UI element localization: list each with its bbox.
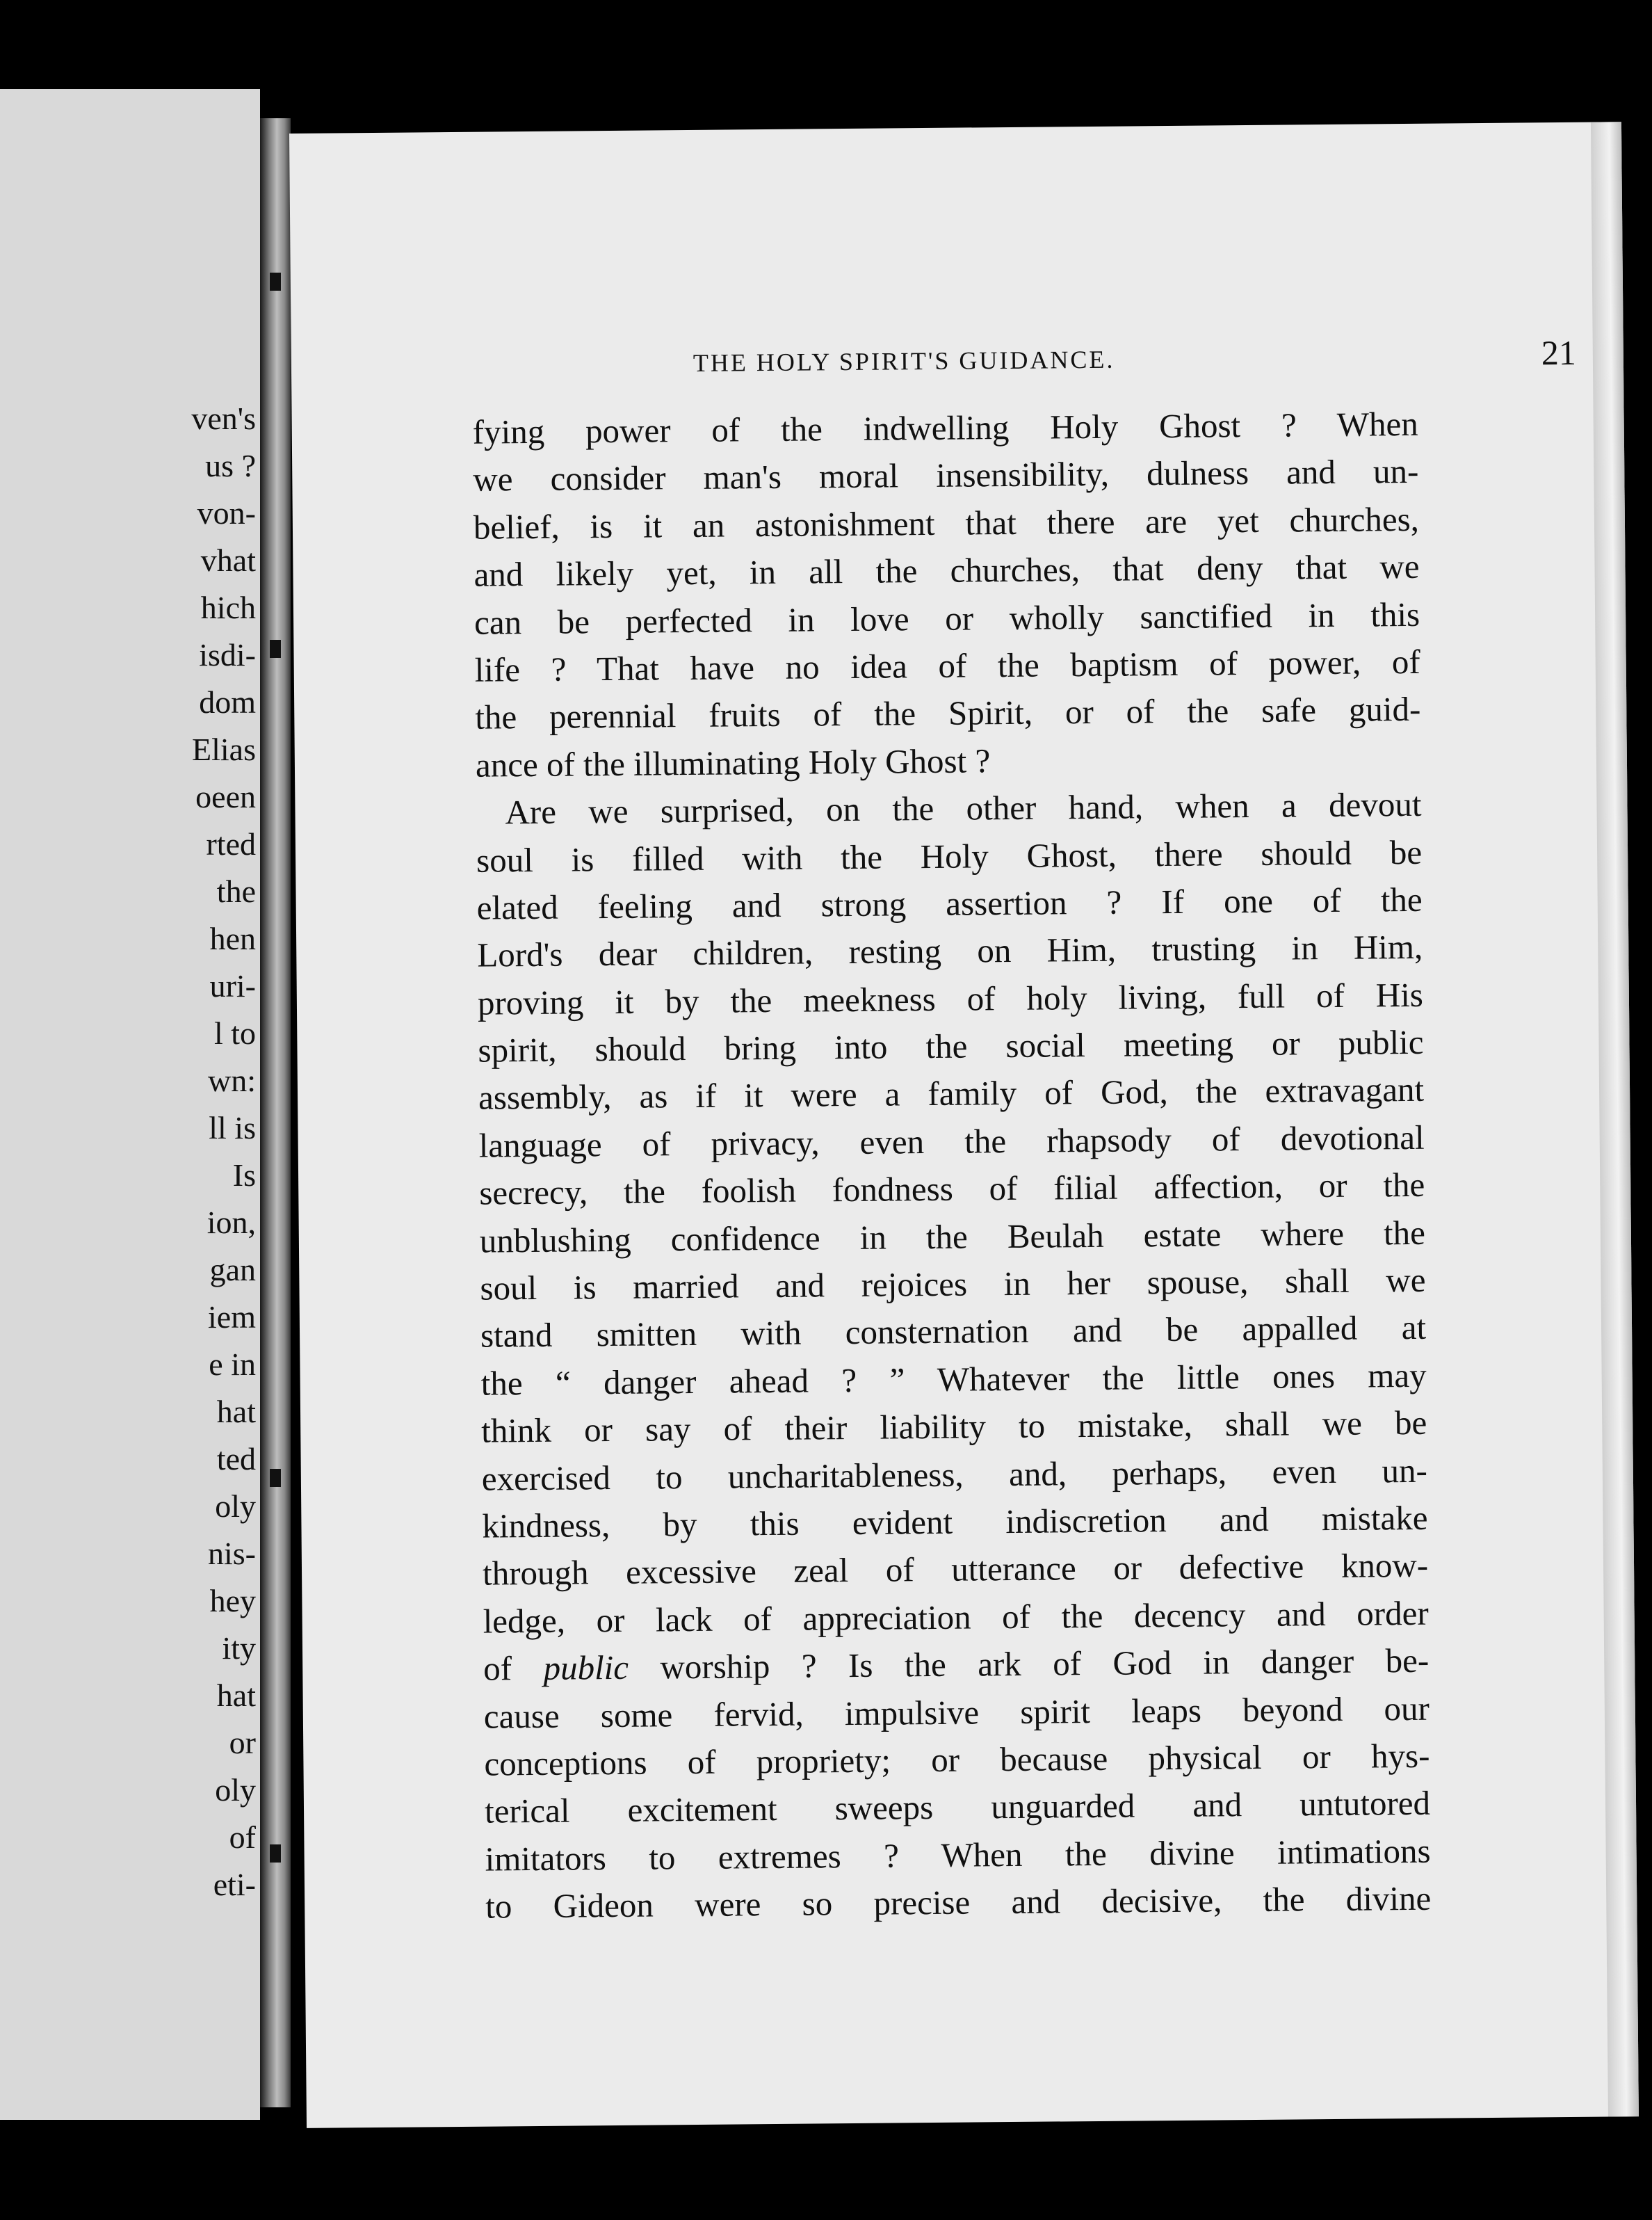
book-gutter (260, 118, 291, 2107)
text-line: secrecy, the foolish fondness of filial affection, or the (479, 1166, 1425, 1212)
left-page-line: the (216, 874, 256, 909)
text-line: conceptions of propriety; or because physical or hys- (484, 1736, 1430, 1783)
text-line: belief, is it an astonishment that there are yet churches, (473, 499, 1420, 547)
left-page-line: us ? (205, 448, 256, 483)
left-page-line: hat (216, 1678, 256, 1713)
text-line: terical excitement sweeps unguarded and untutored (484, 1784, 1431, 1831)
body-text (472, 401, 1431, 1931)
left-page-line: eti- (213, 1867, 256, 1902)
left-page-line: e in (209, 1346, 256, 1382)
text-line: stand smitten with consternation and be appalled at (480, 1308, 1427, 1356)
left-page-line: von- (197, 495, 256, 531)
text-line: spirit, should bring into the social meeting or public (478, 1022, 1424, 1070)
left-page-line: wn: (208, 1063, 256, 1098)
text-line: the “ danger ahead ? ” Whatever the little ones may (480, 1356, 1427, 1403)
gutter-mark (270, 1844, 281, 1863)
text-line: fying power of the indwelling Holy Ghost ? When (472, 404, 1418, 451)
text-line: elated feeling and strong assertion ? If one of the (476, 880, 1423, 927)
text-line: unblushing confidence in the Beulah estate where the (479, 1213, 1426, 1260)
paragraph (476, 781, 1431, 1931)
left-page-line: Is (232, 1157, 256, 1193)
text-line: ance of the illuminating Holy Ghost ? (475, 741, 991, 785)
left-page-line: vhat (200, 542, 256, 578)
text-line: life ? That have no idea of the baptism of power, of (474, 642, 1420, 689)
text-line: proving it by the meekness of holy living, full of His (477, 975, 1424, 1022)
left-page-line: hey (209, 1583, 256, 1618)
left-page-line: hich (200, 590, 256, 625)
text-line: soul is filled with the Holy Ghost, there should be (476, 832, 1423, 880)
left-page-line: l to (213, 1015, 256, 1051)
text-line: and likely yet, in all the churches, that deny that we (473, 547, 1420, 594)
left-page-line: or (229, 1725, 256, 1760)
text-line: kindness, by this evident indiscretion and mistake (482, 1498, 1428, 1545)
left-page-line: oly (215, 1488, 256, 1524)
text-line: language of privacy, even the rhapsody of devotional (478, 1118, 1425, 1165)
text-line: can be perfected in love or wholly sanctified in this (473, 595, 1420, 642)
text-line: the perennial fruits of the Spirit, or of the safe guid- (475, 690, 1421, 737)
left-page-line: rted (206, 826, 256, 862)
left-page-line: dom (199, 684, 256, 720)
text-line: assembly, as if it were a family of God, the extravagant (478, 1070, 1425, 1118)
left-page-line: of (229, 1819, 256, 1855)
text-run: of (483, 1649, 544, 1688)
left-page-line: oeen (195, 779, 256, 814)
text-line: Are we surprised, on the other hand, when a devout (505, 785, 1422, 832)
text-line-public-worship (483, 1637, 1430, 1693)
left-page-line: hen (209, 921, 256, 956)
text-line: cause some fervid, impulsive spirit leaps beyond our (483, 1689, 1430, 1736)
running-head (693, 331, 1577, 387)
text-line: through excessive zeal of utterance or defective know- (482, 1546, 1429, 1593)
text-line: imitators to extremes ? When the divine intimations (485, 1831, 1431, 1879)
gutter-mark (270, 273, 281, 291)
text-line: think or say of their liability to mistake, shall we be (481, 1403, 1427, 1450)
page-number: 21 (1541, 332, 1577, 373)
left-page-line: ll is (209, 1110, 256, 1145)
left-page-line: gan (209, 1252, 256, 1287)
gutter-mark (270, 1469, 281, 1487)
text-line: we consider man's moral insensibility, dulness and un- (473, 452, 1419, 499)
left-page-line: iem (208, 1299, 256, 1335)
left-page (0, 89, 260, 2120)
text-run: worship ? Is the ark of God in danger be- (628, 1641, 1430, 1687)
left-page-text (156, 395, 260, 1908)
paragraph (472, 401, 1421, 789)
left-page-line: ion, (206, 1205, 256, 1240)
left-page-line: hat (216, 1394, 256, 1429)
left-page-line: uri- (209, 968, 256, 1004)
gutter-mark (270, 640, 281, 658)
italic-word-public: public (543, 1648, 629, 1688)
text-line: exercised to uncharitableness, and, perhaps, even un- (481, 1451, 1428, 1498)
left-page-line: ity (222, 1630, 256, 1666)
text-line: soul is married and rejoices in her spouse, shall we (480, 1260, 1426, 1308)
running-title: THE HOLY SPIRIT'S GUIDANCE. (693, 345, 1115, 377)
text-line: to Gideon were so precise and decisive, the divine (485, 1879, 1432, 1926)
text-line: ledge, or lack of appreciation of the decency and order (483, 1593, 1429, 1641)
left-page-line: ted (216, 1441, 256, 1477)
right-page (289, 122, 1639, 2128)
left-page-line: nis- (208, 1536, 256, 1571)
page-edge (1591, 122, 1639, 2116)
text-line: Lord's dear children, resting on Him, trusting in Him, (477, 928, 1423, 974)
left-page-line: isdi- (199, 637, 256, 673)
left-page-line: ven's (191, 401, 256, 436)
left-page-line: Elias (192, 732, 256, 767)
left-page-line: oly (215, 1772, 256, 1808)
